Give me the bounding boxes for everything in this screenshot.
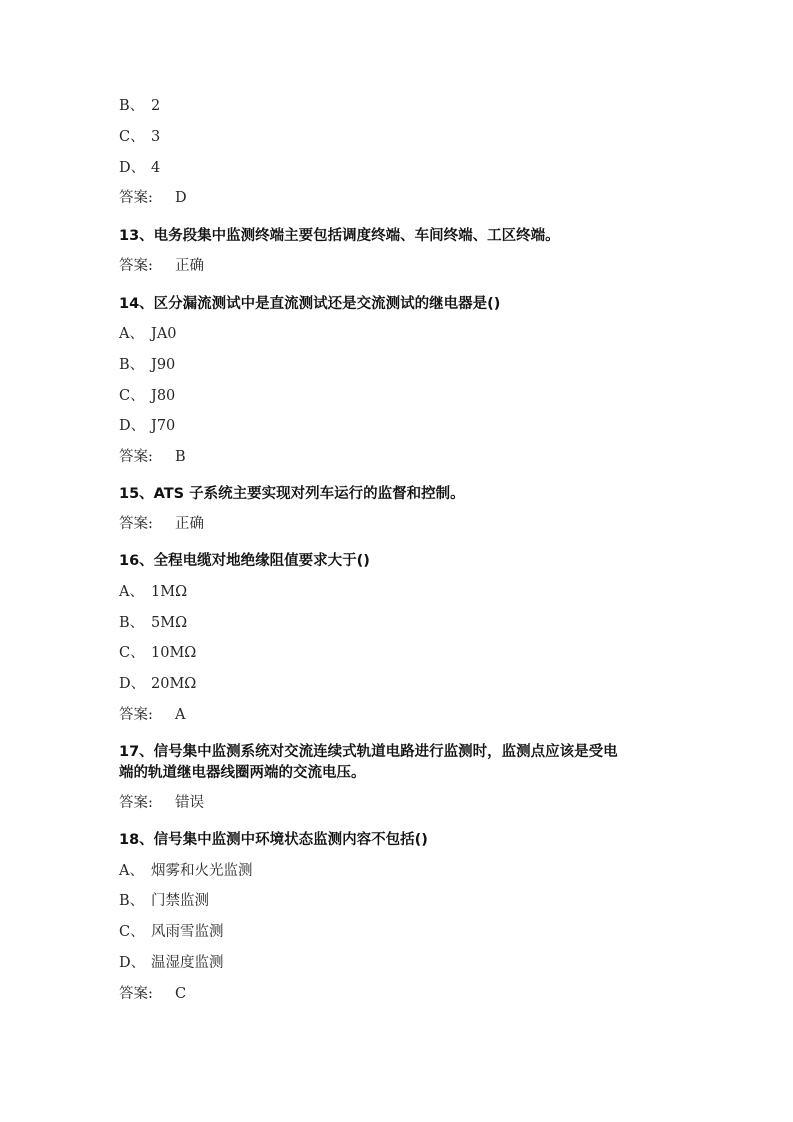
option-text: 风雨雪监测 bbox=[151, 924, 224, 940]
option-text: 5MΩ bbox=[151, 615, 188, 631]
option-line bbox=[119, 387, 175, 405]
option-line bbox=[119, 356, 175, 374]
option-line bbox=[119, 954, 224, 972]
option-label: C、 bbox=[119, 924, 145, 940]
option-text: 烟雾和火光监测 bbox=[151, 863, 253, 879]
option-label: C、 bbox=[119, 388, 145, 404]
option-label: B、 bbox=[119, 357, 145, 373]
question-text: 端的轨道继电器线圈两端的交流电压。 bbox=[119, 765, 366, 781]
answer-line bbox=[119, 257, 204, 275]
answer-value: B bbox=[175, 449, 186, 465]
option-line bbox=[119, 325, 177, 343]
answer-label: 答案: bbox=[119, 190, 153, 206]
answer-label: 答案: bbox=[119, 449, 153, 465]
option-text: 3 bbox=[151, 129, 161, 145]
option-label: B、 bbox=[119, 615, 145, 631]
option-label: A、 bbox=[119, 326, 144, 342]
option-text: J70 bbox=[151, 418, 176, 434]
option-label: D、 bbox=[119, 676, 146, 692]
answer-label: 答案: bbox=[119, 986, 153, 1002]
answer-value: 正确 bbox=[175, 258, 204, 274]
option-label: D、 bbox=[119, 418, 146, 434]
option-text: 1MΩ bbox=[151, 584, 188, 600]
option-text: 10MΩ bbox=[151, 645, 197, 661]
option-line bbox=[119, 159, 160, 177]
option-text: 20MΩ bbox=[151, 676, 197, 692]
question-text: 15、ATS 子系统主要实现对列车运行的监督和控制。 bbox=[119, 486, 465, 502]
option-text: 4 bbox=[151, 160, 161, 176]
option-line bbox=[119, 923, 224, 941]
option-label: C、 bbox=[119, 645, 145, 661]
option-line bbox=[119, 97, 160, 115]
option-text: 门禁监测 bbox=[151, 893, 209, 909]
option-line bbox=[119, 892, 209, 910]
option-text: 温湿度监测 bbox=[151, 955, 224, 971]
option-line bbox=[119, 644, 196, 662]
option-line bbox=[119, 614, 187, 632]
answer-label: 答案: bbox=[119, 795, 153, 811]
option-line bbox=[119, 862, 253, 880]
answer-line bbox=[119, 189, 187, 207]
question-text: 14、区分漏流测试中是直流测试还是交流测试的继电器是() bbox=[119, 296, 501, 312]
answer-value: D bbox=[175, 190, 187, 206]
answer-line bbox=[119, 794, 204, 812]
option-line bbox=[119, 675, 196, 693]
option-label: A、 bbox=[119, 863, 144, 879]
answer-value: C bbox=[175, 986, 187, 1002]
option-text: J90 bbox=[151, 357, 176, 373]
option-text: 2 bbox=[151, 98, 161, 114]
answer-label: 答案: bbox=[119, 707, 153, 723]
answer-line bbox=[119, 448, 186, 466]
option-label: D、 bbox=[119, 955, 146, 971]
answer-label: 答案: bbox=[119, 516, 153, 532]
answer-line bbox=[119, 515, 204, 533]
answer-value: A bbox=[175, 707, 186, 723]
option-label: B、 bbox=[119, 98, 145, 114]
option-label: B、 bbox=[119, 893, 145, 909]
question-text: 17、信号集中监测系统对交流连续式轨道电路进行监测时，监测点应该是受电 bbox=[119, 744, 618, 760]
option-text: JA0 bbox=[151, 326, 177, 342]
answer-value: 错误 bbox=[175, 795, 204, 811]
question-text: 16、全程电缆对地绝缘阻值要求大于() bbox=[119, 553, 370, 569]
option-line bbox=[119, 128, 160, 146]
option-label: C、 bbox=[119, 129, 145, 145]
option-text: J80 bbox=[151, 388, 176, 404]
answer-line bbox=[119, 985, 186, 1003]
answer-line bbox=[119, 706, 185, 724]
question-text: 13、电务段集中监测终端主要包括调度终端、车间终端、工区终端。 bbox=[119, 228, 560, 244]
option-label: A、 bbox=[119, 584, 144, 600]
option-line bbox=[119, 583, 187, 601]
answer-value: 正确 bbox=[175, 516, 204, 532]
option-line bbox=[119, 417, 175, 435]
question-text: 18、信号集中监测中环境状态监测内容不包括() bbox=[119, 832, 428, 848]
answer-label: 答案: bbox=[119, 258, 153, 274]
option-label: D、 bbox=[119, 160, 146, 176]
